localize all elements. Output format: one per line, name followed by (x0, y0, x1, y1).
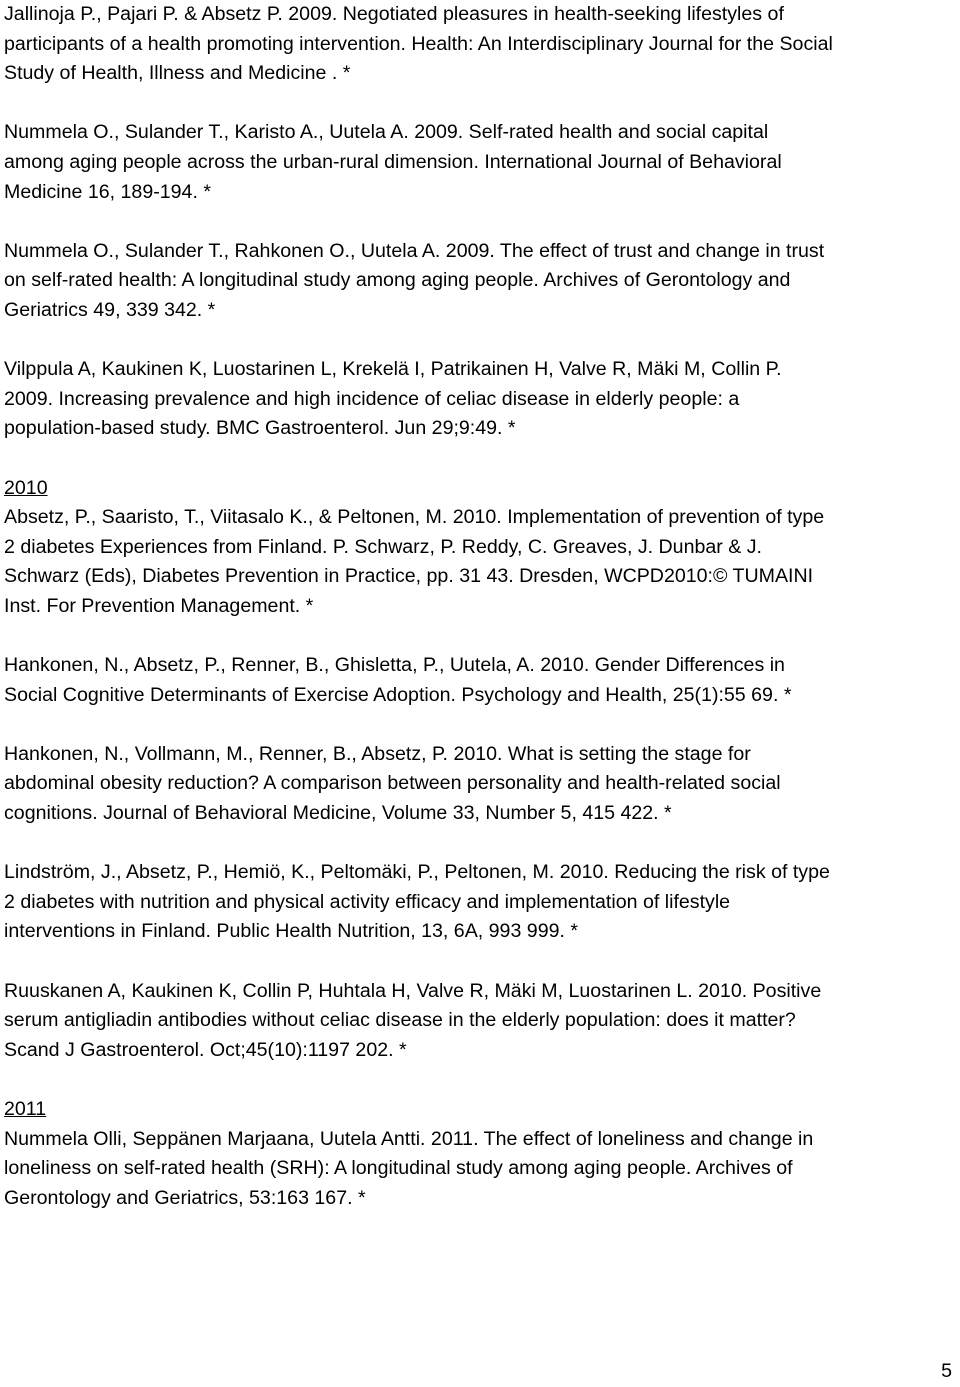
reference-nummela-rahkonen-2009: Nummela O., Sulander T., Rahkonen O., Uutela A. 2009. The effect of trust and change in trust on self-rated health: A longitudinal study among aging people. Archives of Gerontology and Geriatrics 49, 339 342. * (4, 239, 825, 321)
reference-absetz-2010: Absetz, P., Saaristo, T., Viitasalo K., & Peltonen, M. 2010. Implementation of prevention of type 2 diabetes Experiences from Finland. P. Schwarz, P. Reddy, C. Greaves, J. Dunbar & J. Schwarz (Eds), Diabetes Prevention in Practice, pp. 31 43. Dresden, WCPD2010:© TUMAINI Inst. For Prevention Management. * (4, 506, 825, 617)
page-number: 5 (941, 1360, 952, 1382)
year-heading-2010: 2010 (4, 476, 48, 499)
reference-lindstrom-2010: Lindström, J., Absetz, P., Hemiö, K., Peltomäki, P., Peltonen, M. 2010. Reducing the risk of type 2 diabetes with nutrition and physical activity efficacy and implementation of lifestyle interventions in Finland. Public Health Nutrition, 13, 6A, 993 999. * (4, 861, 830, 943)
reference-vilppula-2009: Vilppula A, Kaukinen K, Luostarinen L, Krekelä I, Patrikainen H, Valve R, Mäki M, Collin P. 2009. Increasing prevalence and high incidence of celiac disease in elderly people: a population-based study. BMC Gastroenterol. Jun 29;9:49. * (4, 358, 782, 440)
reference-nummela-seppanen-2011: Nummela Olli, Seppänen Marjaana, Uutela Antti. 2011. The effect of loneliness and change in loneliness on self-rated health (SRH): A longitudinal study among aging people. Archives of Gerontology and Geriatrics, 53:163 167. * (4, 1127, 814, 1209)
reference-hankonen-vollmann-2010: Hankonen, N., Vollmann, M., Renner, B., Absetz, P. 2010. What is setting the stage for abdominal obesity reduction? A comparison between personality and health-related social cognitions. Journal of Behavioral Medicine, Volume 33, Number 5, 415 422. * (4, 742, 781, 825)
reference-ruuskanen-2010: Ruuskanen A, Kaukinen K, Collin P, Huhtala H, Valve R, Mäki M, Luostarinen L. 2010. Positive serum antigliadin antibodies without celiac disease in the elderly population: does it matter? Scand J Gastroenterol. Oct;45(10):1197 202. * (4, 979, 822, 1061)
year-heading-2011: 2011 (4, 1097, 47, 1120)
document-page (4, 0, 954, 1213)
reference-hankonen-renner-2010: Hankonen, N., Absetz, P., Renner, B., Ghisletta, P., Uutela, A. 2010. Gender Differences in Social Cognitive Determinants of Exercise Adoption. Psychology and Health, 25(1):55 69. * (4, 654, 792, 706)
reference-nummela-karisto-2009: Nummela O., Sulander T., Karisto A., Uutela A. 2009. Self-rated health and social capital among aging people across the urban-rural dimension. International Journal of Behavioral Medicine 16, 189-194. * (4, 121, 782, 203)
reference-jallinoja-2009: Jallinoja P., Pajari P. & Absetz P. 2009. Negotiated pleasures in health-seeking lifestyles of participants of a health promoting intervention. Health: An Interdisciplinary Journal for the Social Study of Health, Illness and Medicine . * (4, 3, 833, 85)
